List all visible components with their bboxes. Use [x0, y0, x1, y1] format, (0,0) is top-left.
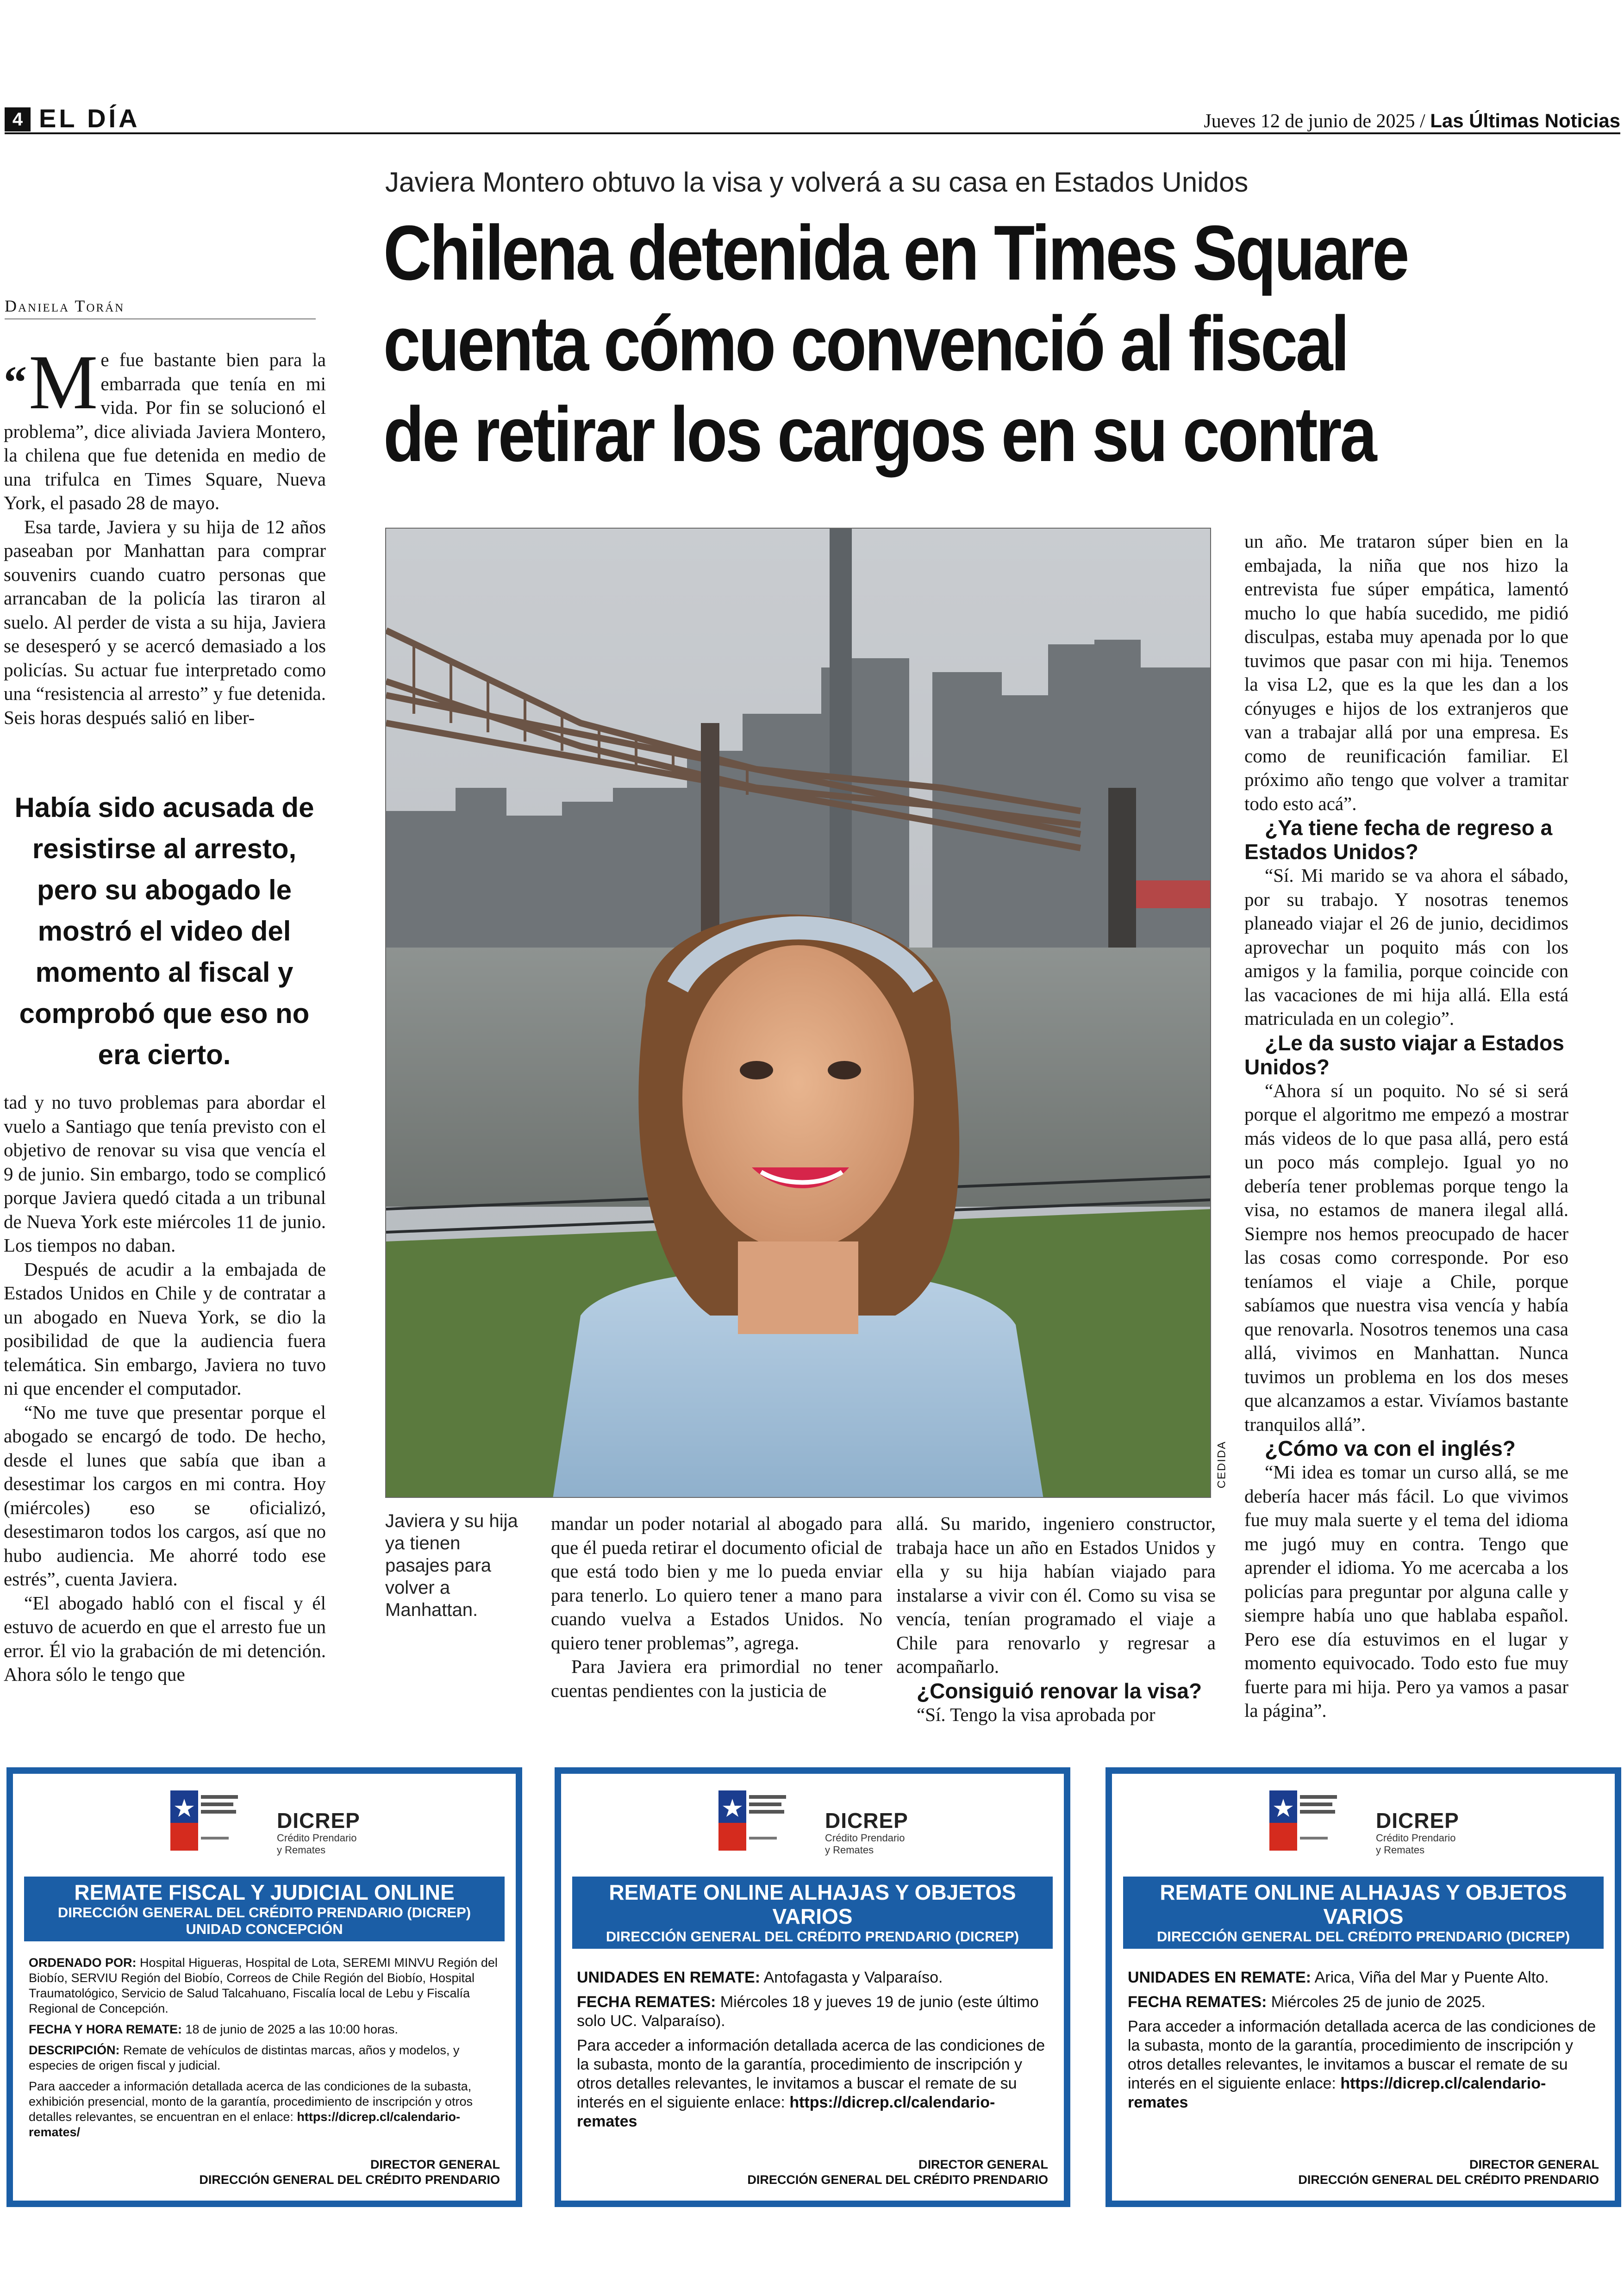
- dicrep-logo: DICREP Crédito Prendario y Remates: [277, 1809, 360, 1856]
- ad-title-banner: REMATE ONLINE ALHAJAS Y OBJETOS VARIOS DIRECCIÓN GENERAL DEL CRÉDITO PRENDARIO (DICREP): [1123, 1877, 1604, 1949]
- ad-signature: DIRECTOR GENERAL DIRECCIÓN GENERAL DEL CRÉDITO PRENDARIO: [199, 2158, 500, 2187]
- gobierno-de-chile-seal-icon: [170, 1790, 240, 1869]
- ad-link[interactable]: https://dicrep.cl/calendario-remates/: [29, 2110, 460, 2139]
- article-kicker: Javiera Montero obtuvo la visa y volverá a su casa en Estados Unidos: [385, 167, 1249, 198]
- interview-question: ¿Cómo va con el inglés?: [1265, 1436, 1516, 1460]
- quote-mark-icon: “: [4, 356, 27, 408]
- gobierno-de-chile-seal-icon: [718, 1790, 788, 1869]
- article-column-1-bottom: [4, 1091, 326, 1687]
- paragraph: “Ahora sí un poquito. No sé si será porque el algoritmo me empezó a mostrar más videos de lo que pasa allá, pero está un poco más complejo. Igual yo no debería tener problemas porque tengo la visa, no estamos de manera ilegal allá. Siempre nos hemos preocupado de hacer las cosas como corresponde. Por eso teníamos el viaje a Chile, porque sabíamos que nuestra visa vencía y había que renovarla. Nosotros tenemos una casa allá, vivimos en Manhattan. Nunca tuvimos un problema en los dos meses que alcanzamos a estar. Vivíamos bastante tranquilos allá”.: [1244, 1079, 1568, 1435]
- article-column-1-top: [4, 339, 326, 730]
- paragraph: Esa tarde, Javiera y su hija de 12 años paseaban por Manhattan para comprar souvenirs cuando cuatro personas que arrancaban de la policía las tiraron al suelo. Al perder de vista a su hija, Javiera se desesperó y se acercó demasiado a los policías. Su actuar fue interpretado como una “resistencia al arresto” y fue detenida. Seis horas después salió en liber-: [4, 516, 326, 728]
- interview-question: ¿Consiguió renovar la visa?: [917, 1678, 1202, 1703]
- dicrep-ad-arica-vina-puente-alto: [1106, 1767, 1621, 2207]
- paragraph: Después de acudir a la embajada de Estados Unidos en Chile y de contratar a un abogado en Nueva York, se dio la posibilidad de que la audiencia fuera telemática. Sin embargo, Javiera no tuvo ni que encender el computador.: [4, 1258, 326, 1399]
- photo-caption: Javiera y su hija ya tienen pasajes para volver a Manhattan.: [385, 1511, 518, 1620]
- page-header: [5, 105, 1620, 134]
- paragraph: Para Javiera era primordial no tener cuentas pendientes con la justicia de: [551, 1656, 882, 1701]
- paragraph: “El abogado habló con el fiscal y él estuvo de acuerdo en que el arresto fue un error. Él vio la grabación de mi detención. Ahora sólo le tengo que: [4, 1592, 326, 1685]
- article-photo: [385, 528, 1211, 1498]
- paragraph: “Sí. Mi marido se va ahora el sábado, por su trabajo. Y nosotras tenemos planeado viajar el 26 de junio, decidimos aprovechar un poquito más con los amigos y la familia, porque coincide con las vacaciones de mi hija allá. Ella está matriculada en un colegio”.: [1244, 865, 1568, 1029]
- paragraph: tad y no tuvo problemas para abordar el vuelo a Santiago que tenía previsto con el objetivo de renovar su visa que vencía el 9 de junio. Sin embargo, todo se complicó porque Javiera quedó citada a un tribunal de Nueva York este miércoles 11 de junio. Los tiempos no daban.: [4, 1091, 326, 1256]
- interview-question: ¿Ya tiene fecha de regreso a Estados Unidos?: [1244, 816, 1553, 864]
- classified-ads-strip: [0, 1767, 1624, 2230]
- photo-credit: CEDIDA: [1215, 1441, 1228, 1489]
- ad-body: UNIDADES EN REMATE: Antofagasta y Valparaíso. FECHA REMATES: Miércoles 18 y jueves 19 de junio (este último solo UC. Valparaíso). Para acceder a información detallada acerca de las condiciones de la subasta, monto de la garantía, procedimiento de inscripción y otros detalles relevantes, le invitamos a buscar el remate de su interés en el siguiente enlace: https://dicrep.cl/calendario-remates: [577, 1969, 1045, 2130]
- dicrep-logo: DICREP Crédito Prendario y Remates: [825, 1809, 908, 1856]
- ad-logo-row: [561, 1790, 1064, 1869]
- ad-signature: DIRECTOR GENERAL DIRECCIÓN GENERAL DEL CRÉDITO PRENDARIO: [747, 2158, 1048, 2187]
- article-headline: [383, 207, 1450, 480]
- ad-link[interactable]: https://dicrep.cl/calendario-remates: [1128, 2075, 1546, 2111]
- paragraph: “No me tuve que presentar porque el abogado se encargó de todo. De hecho, desde el lunes que sabía que iban a desestimar los cargos en mi contra. Hoy (miércoles) eso se oficializó, desestimaron todos los cargos, así que no hubo audiencia. Me ahorré todo ese estrés”, cuenta Javiera.: [4, 1401, 326, 1590]
- lead-paragraph: “M e fue bastante bien para la embarrada que tenía en mi vida. Por fin se solucionó el problema”, dice aliviada Javiera Montero, la chilena que fue detenida en medio de una trifulca en Times Square, Nueva York, el pasado 28 de mayo.: [4, 339, 326, 513]
- ad-link[interactable]: https://dicrep.cl/calendario-remates: [577, 2094, 995, 2130]
- byline: Daniela Torán: [5, 296, 316, 319]
- section-title: EL DÍA: [39, 104, 140, 133]
- page-number: 4: [5, 107, 31, 131]
- headline-line: cuenta cómo convenció al fiscal: [383, 300, 1348, 387]
- dateline: Jueves 12 de junio de 2025 / Las Últimas Noticias: [1204, 110, 1620, 132]
- gobierno-de-chile-seal-icon: [1269, 1790, 1339, 1869]
- paragraph: “Mi idea es tomar un curso allá, se me debería hacer más fácil. Lo que vivimos fue muy mala suerte y el tema del idioma me jugó muy en contra. Tengo que aprender el idioma. Yo me acercaba a los policías para preguntar por alguna calle y siempre había uno que hablaba español. Pero ese día estuvimos en el lugar y momento equivocado. Todo esto fue muy fuerte para mi hija. Pero ya vamos a pasar la página”.: [1244, 1461, 1568, 1721]
- drop-cap: “M: [4, 339, 98, 425]
- ad-body: UNIDADES EN REMATE: Arica, Viña del Mar y Puente Alto. FECHA REMATES: Miércoles 25 de junio de 2025. Para acceder a información detallada acerca de las condiciones de la subasta, monto de la garantía, procedimiento de inscripción y otros detalles relevantes, le invitamos a buscar el remate de su interés en el siguiente enlace: https://dicrep.cl/calendario-remates: [1128, 1969, 1596, 2111]
- ad-logo-row: [13, 1790, 516, 1869]
- paragraph: “Sí. Tengo la visa aprobada por: [917, 1703, 1156, 1725]
- ad-title-banner: REMATE ONLINE ALHAJAS Y OBJETOS VARIOS DIRECCIÓN GENERAL DEL CRÉDITO PRENDARIO (DICREP): [572, 1877, 1053, 1949]
- ad-signature: DIRECTOR GENERAL DIRECCIÓN GENERAL DEL CRÉDITO PRENDARIO: [1298, 2158, 1599, 2187]
- headline-line: de retirar los cargos en su contra: [383, 391, 1375, 478]
- pull-quote: Había sido acusada de resistirse al arresto, pero su abogado le mostró el video del momento al fiscal y comprobó que eso no era cierto.: [14, 792, 314, 1070]
- dicrep-ad-concepcion: [6, 1767, 522, 2207]
- newspaper-name: Las Últimas Noticias: [1430, 110, 1620, 131]
- paragraph: allá. Su marido, ingeniero constructor, trabaja hace un año en Estados Unidos y ella y su hija habían viajado para instalarse a vivir con él. Como su visa se vencía, tenían programado el viaje a Chile para renovarlo y regresar a acompañarlo.: [896, 1513, 1216, 1677]
- dicrep-ad-antofagasta-valparaiso: [555, 1767, 1070, 2207]
- ad-body: ORDENADO POR: Hospital Higueras, Hospital de Lota, SEREMI MINVU Región del Biobío, SERVIU Región del Biobío, Correos de Chile Región del Biobío, Hospital Traumatológico, Servicio de Salud Talcahuano, Fiscalía local de Lebu y Fiscalía Regional de Concepción. FECHA Y HORA REMATE: 18 de junio de 2025 a las 10:00 horas. DESCRIPCIÓN: Remate de vehículos de distintas marcas, años y modelos, y especies de origen fiscal y judicial. Para aacceder a información detallada acerca de las condiciones de la subasta, exhibición presencial, monto de la garantía, procedimiento de inscripción y otros detalles relevantes, se encuentran en el enlace: https://dicrep.cl/calendario-remates/: [29, 1956, 498, 2139]
- issue-date: Jueves 12 de junio de 2025: [1204, 111, 1415, 132]
- headline-line: Chilena detenida en Times Square: [383, 209, 1408, 296]
- article-column-4: [1244, 530, 1568, 1723]
- interview-question: ¿Le da susto viajar a Estados Unidos?: [1244, 1030, 1564, 1079]
- paragraph: un año. Me trataron súper bien en la embajada, la niña que nos hizo la entrevista fue súper empática, lamentó mucho lo que había sucedido, me pidió disculpas, estaba muy apenada por lo que tuvimos que pasar con mi hija. Tenemos la visa L2, que es la que les dan a los cónyuges e hijos de los extranjeros que van a trabajar allá por una empresa. Es como de reunificación familiar. El próximo año tengo que volver a tramitar todo esto acá”.: [1244, 530, 1568, 814]
- dicrep-logo: DICREP Crédito Prendario y Remates: [1376, 1809, 1459, 1856]
- ad-title-banner: REMATE FISCAL Y JUDICIAL ONLINE DIRECCIÓN GENERAL DEL CRÉDITO PRENDARIO (DICREP) UNIDAD CONCEPCIÓN: [24, 1877, 505, 1941]
- article-column-3: [896, 1512, 1216, 1727]
- article-column-2: [551, 1512, 882, 1703]
- ad-logo-row: [1112, 1790, 1615, 1869]
- selfie-queensboro-bridge-image: [386, 529, 1211, 1498]
- paragraph: mandar un poder notarial al abogado para que él pueda retirar el documento oficial de que está todo bien y me lo pueda enviar para tenerlo. Lo quiero tener a mano para cuando vuelva a Estados Unidos. No quiero tener problemas”, agrega.: [551, 1513, 882, 1653]
